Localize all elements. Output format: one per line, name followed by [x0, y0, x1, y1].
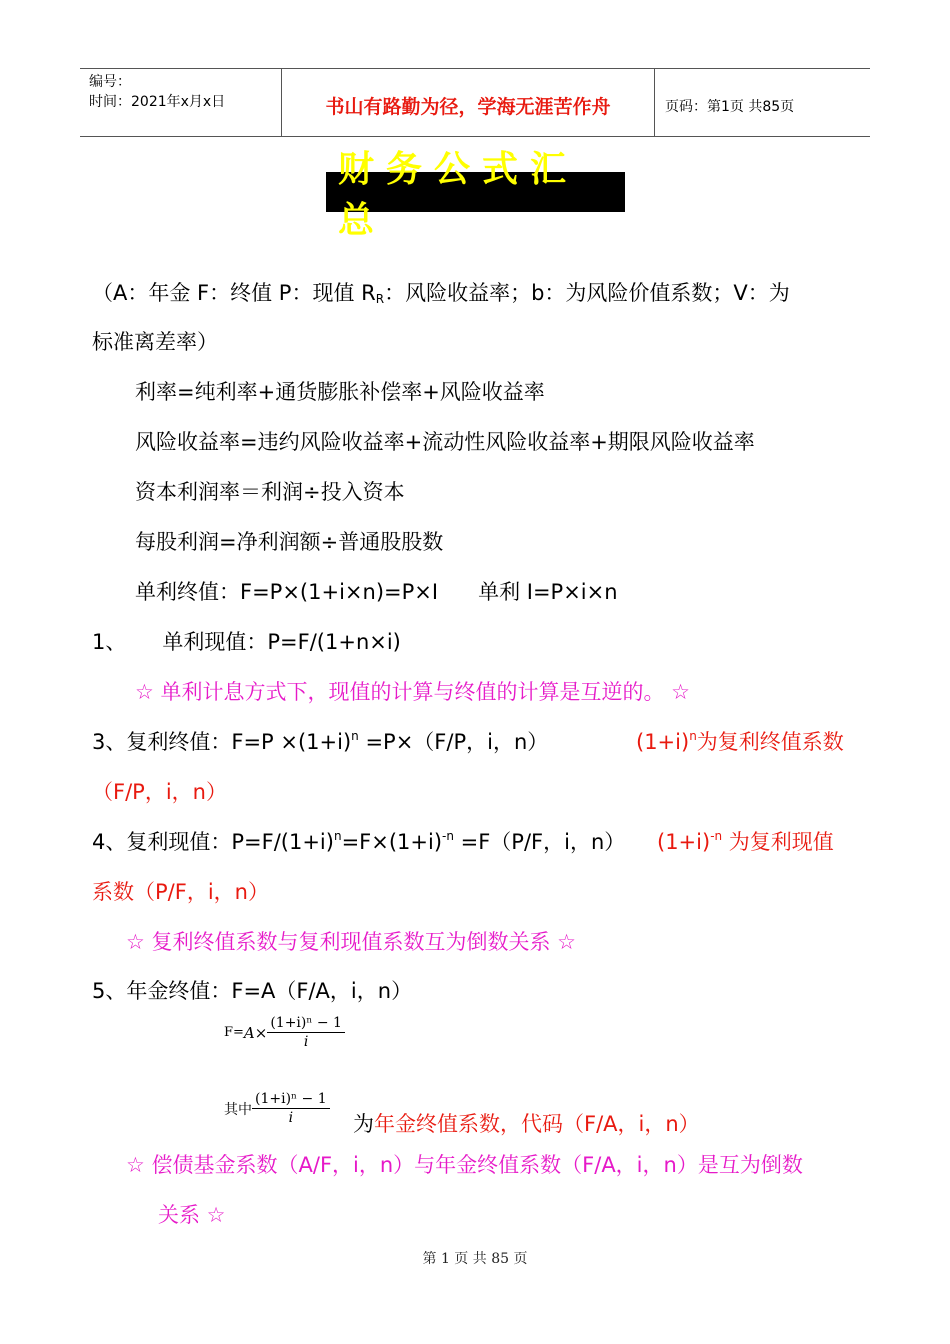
annuity-coef-label	[353, 1109, 700, 1139]
fraction2-denominator: i	[288, 1110, 294, 1126]
number-label: 编号：	[89, 74, 131, 90]
legend-sub: R	[375, 292, 385, 306]
simple-interest-text: 单利 I=P×i×n	[478, 580, 618, 604]
compound-pv-coef-a: (1+i)	[657, 830, 711, 854]
fraction2-prefix: 其中	[224, 1101, 252, 1118]
compound-fv-a: 3、复利终值：F=P ×(1+i)	[92, 730, 352, 754]
formula-eps: 每股利润=净利润额÷普通股股数	[135, 530, 444, 554]
formula-simple-fv	[135, 577, 618, 607]
formula-annuity-fv: 5、年金终值：F=A（F/A，i，n）	[92, 979, 413, 1003]
header-table	[80, 68, 870, 137]
page-title-text: 财务公式汇总	[338, 149, 579, 241]
item-number: 1、	[92, 630, 127, 654]
compound-pv-a: 4、复利现值：P=F/(1+i)	[92, 830, 334, 854]
compound-pv-coef-b: 为复利现值	[722, 830, 834, 854]
header-meta	[80, 69, 282, 136]
page-title	[326, 149, 625, 241]
compound-fv-coef-a: (1+i)	[636, 730, 690, 754]
compound-fv-code: （F/P，i，n）	[92, 780, 227, 804]
formula-simple-pv	[92, 627, 401, 657]
legend-line-1	[92, 278, 790, 308]
compound-pv-sup2: -n	[442, 829, 454, 843]
compound-fv-b: =P×（F/P，i，n）	[358, 730, 549, 754]
compound-fv-coef-b: 为复利终值系数	[696, 730, 844, 754]
fraction-numerator: (1+i)ⁿ − 1	[267, 1014, 345, 1033]
formula-interest-rate: 利率=纯利率+通货膨胀补偿率+风险收益率	[135, 380, 545, 404]
compound-pv-b: =F×(1+i)	[341, 830, 443, 854]
compound-fv-coef-sup: n	[689, 729, 697, 743]
header-motto: 书山有路勤为径，学海无涯苦作舟	[282, 69, 655, 136]
header-page-info: 页码：第1页 共85页	[665, 98, 795, 115]
fraction2-numerator: (1+i)ⁿ − 1	[252, 1090, 330, 1109]
formula-capital-profit: 资本利润率＝利润÷投入资本	[135, 480, 405, 504]
compound-pv-coef	[657, 827, 834, 857]
annuity-coef-fraction	[224, 1090, 330, 1127]
note-sinking-fund-line2: 关系 ☆	[158, 1203, 226, 1227]
fraction-prefix: F=	[224, 1025, 244, 1040]
compound-pv-coef-sup: -n	[710, 829, 723, 843]
legend-text-a: （A：年金 F：终值 P：现值 R	[92, 281, 376, 305]
note-sinking-fund-line1: ☆ 偿债基金系数（A/F，i，n）与年金终值系数（F/A，i，n）是互为倒数	[126, 1153, 803, 1177]
annuity-coef-prefix: 为	[353, 1112, 374, 1136]
simple-pv-text: 单利现值：P=F/(1+n×i)	[162, 630, 401, 654]
note-compound-reciprocal: ☆ 复利终值系数与复利现值系数互为倒数关系 ☆	[126, 930, 577, 954]
compound-fv-coef	[636, 727, 844, 757]
simple-fv-text: 单利终值：F=P×(1+i×n)=P×I	[135, 580, 439, 604]
compound-pv-c: =F（P/F，i，n）	[453, 830, 626, 854]
annuity-fv-fraction	[224, 1014, 345, 1051]
formula-risk-return: 风险收益率=违约风险收益率+流动性风险收益率+期限风险收益率	[135, 430, 755, 454]
date-label: 时间：2021年x月x日	[89, 94, 226, 110]
formula-compound-fv	[92, 727, 548, 757]
note-simple-inverse: ☆ 单利计息方式下，现值的计算与终值的计算是互逆的。 ☆	[135, 680, 691, 704]
legend-text-b: ：风险收益率；b：为风险价值系数；V：为	[384, 281, 790, 305]
fraction2-body	[252, 1090, 330, 1127]
fraction-denominator: i	[303, 1034, 309, 1050]
fraction-a: A×	[243, 1023, 268, 1042]
formula-compound-pv	[92, 827, 625, 857]
legend-line-2: 标准离差率）	[92, 330, 218, 354]
page-footer: 第 1 页 共 85 页	[422, 1251, 528, 1267]
fraction-body	[267, 1014, 345, 1051]
compound-pv-sup1: n	[333, 829, 342, 843]
compound-fv-sup: n	[351, 729, 359, 743]
annuity-coef-red: 年金终值系数，代码（F/A，i，n）	[374, 1112, 700, 1136]
compound-pv-code: 系数（P/F，i，n）	[92, 880, 269, 904]
